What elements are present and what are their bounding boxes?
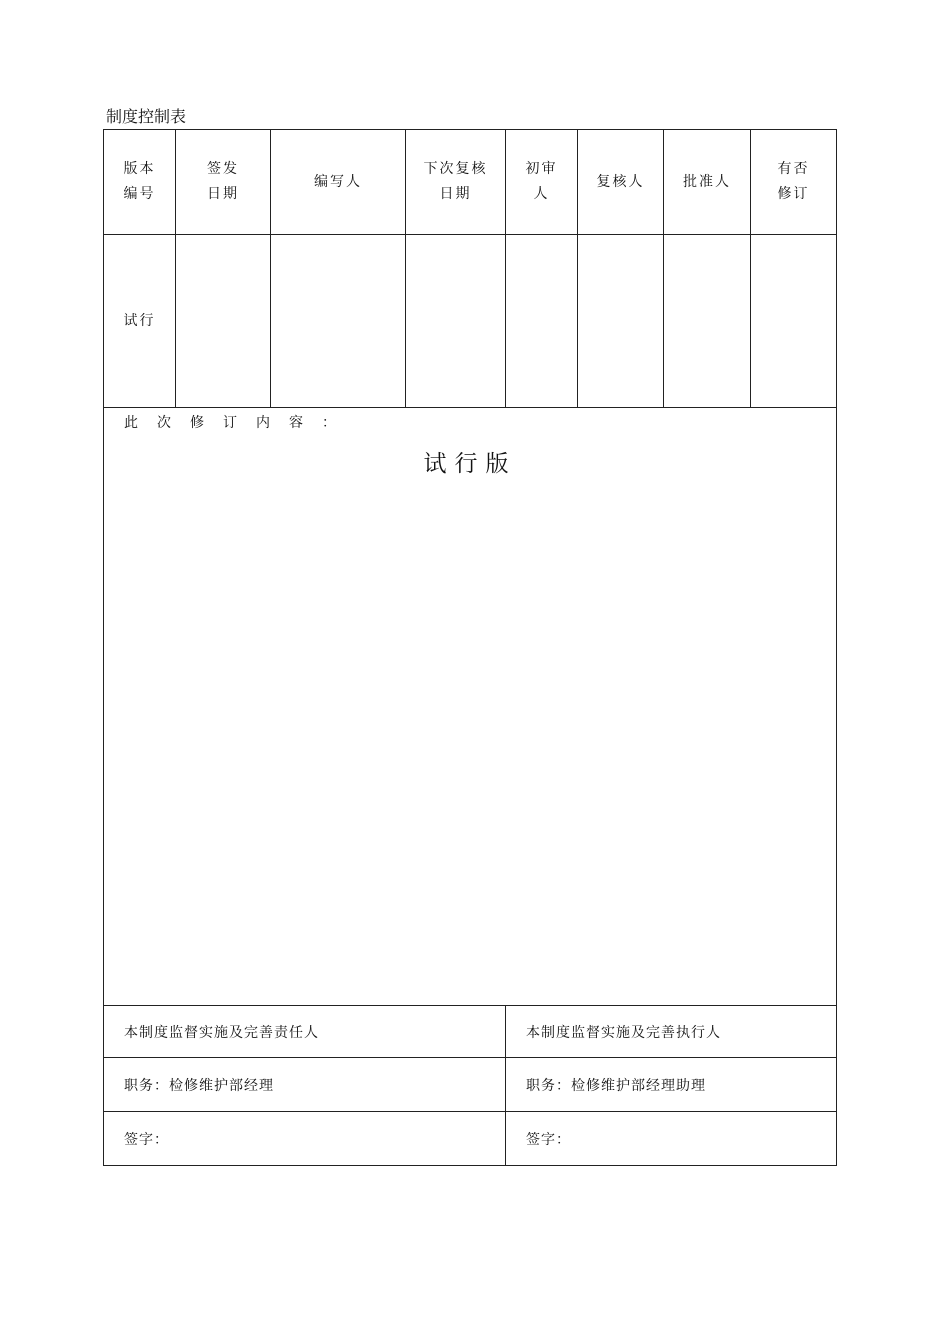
header-row [104, 130, 837, 235]
signoff-title-row [104, 1006, 837, 1058]
cell-first-reviewer [506, 235, 578, 408]
executor-title: 本制度监督实施及完善执行人 [506, 1006, 837, 1058]
control-table [103, 129, 837, 408]
cell-version: 试行 [104, 235, 176, 408]
responsible-person-title: 本制度监督实施及完善责任人 [104, 1006, 506, 1058]
header-approver: 批准人 [664, 130, 751, 235]
signoff-table [103, 1005, 837, 1166]
header-first-reviewer: 初审 人 [506, 130, 578, 235]
cell-reviewer [578, 235, 664, 408]
signoff-signature-row [104, 1112, 837, 1166]
header-next-review-date: 下次复核 日期 [406, 130, 506, 235]
signoff-position-row [104, 1058, 837, 1112]
header-author: 编写人 [271, 130, 406, 235]
cell-approver [664, 235, 751, 408]
cell-revised [751, 235, 837, 408]
header-issue-date: 签发 日期 [176, 130, 271, 235]
page-title: 制度控制表 [106, 107, 187, 126]
cell-next-review-date [406, 235, 506, 408]
executor-position: 职务：检修维护部经理助理 [506, 1058, 837, 1112]
revision-content: 试行版 [423, 451, 517, 477]
responsible-signature-field: 签字： [104, 1112, 506, 1166]
header-reviewer: 复核人 [578, 130, 664, 235]
header-version-number: 版本 编号 [104, 130, 176, 235]
cell-issue-date [176, 235, 271, 408]
header-revised: 有否 修订 [751, 130, 837, 235]
responsible-position: 职务：检修维护部经理 [104, 1058, 506, 1112]
table-row [104, 235, 837, 408]
cell-author [271, 235, 406, 408]
revision-section [103, 407, 837, 1005]
revision-label: 此次修订内容： [124, 415, 355, 431]
executor-signature-field: 签字： [506, 1112, 837, 1166]
